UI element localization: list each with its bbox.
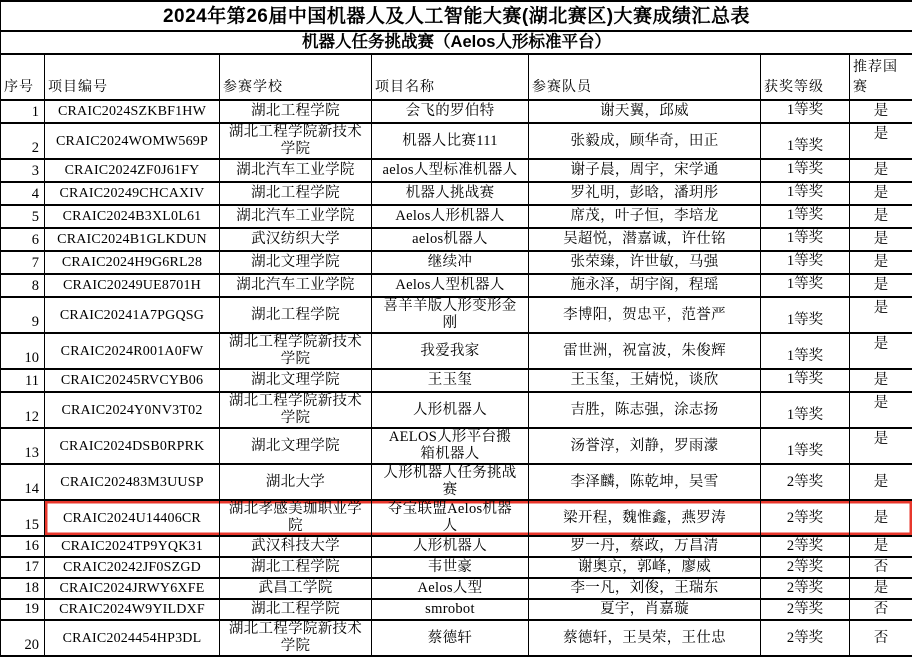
cell-award: 1等奖 — [761, 182, 850, 205]
cell-award: 2等奖 — [761, 578, 850, 599]
cell-members: 吴超悦，潜嘉诚，许仕铭 — [529, 228, 761, 251]
cell-project: 王玉玺 — [372, 369, 529, 392]
cell-school: 湖北孝感美珈职业学院 — [220, 500, 372, 536]
cell-project: 韦世豪 — [372, 557, 529, 578]
table-row — [1, 428, 912, 464]
cell-serial: 7 — [1, 251, 45, 274]
cell-national: 是 — [850, 464, 912, 500]
cell-award: 1等奖 — [761, 369, 850, 392]
cell-members: 谢天翼，邱威 — [529, 100, 761, 123]
cell-award: 2等奖 — [761, 620, 850, 656]
cell-award: 1等奖 — [761, 228, 850, 251]
cell-code: CRAIC20249UE8701H — [45, 274, 220, 297]
cell-national: 是 — [850, 500, 912, 536]
column-header-members: 参赛队员 — [529, 54, 761, 100]
cell-award: 1等奖 — [761, 274, 850, 297]
table-row — [1, 464, 912, 500]
cell-national: 是 — [850, 428, 912, 464]
cell-school: 湖北工程学院新技术学院 — [220, 123, 372, 159]
cell-award: 1等奖 — [761, 123, 850, 159]
cell-school: 湖北汽车工业学院 — [220, 205, 372, 228]
cell-national: 是 — [850, 251, 912, 274]
cell-serial: 5 — [1, 205, 45, 228]
cell-national: 是 — [850, 536, 912, 557]
page-title: 2024年第26届中国机器人及人工智能大赛(湖北赛区)大赛成绩汇总表 — [1, 1, 912, 31]
table-row — [1, 182, 912, 205]
cell-members: 张荣臻，许世敏，马强 — [529, 251, 761, 274]
cell-national: 是 — [850, 392, 912, 428]
cell-code: CRAIC20242JF0SZGD — [45, 557, 220, 578]
cell-project: AELOS人形平台搬箱机器人 — [372, 428, 529, 464]
cell-members: 王玉玺，王婧悦，谈欣 — [529, 369, 761, 392]
cell-project: 机器人比赛111 — [372, 123, 529, 159]
cell-members: 席茂，叶子恒，李培龙 — [529, 205, 761, 228]
table-row — [1, 251, 912, 274]
table-row — [1, 123, 912, 159]
highlighted-table-row — [1, 500, 912, 536]
cell-code: CRAIC20241A7PGQSG — [45, 297, 220, 333]
cell-code: CRAIC2024H9G6RL28 — [45, 251, 220, 274]
cell-serial: 10 — [1, 333, 45, 369]
cell-school: 湖北工程学院新技术学院 — [220, 620, 372, 656]
cell-project: Aelos人形机器人 — [372, 205, 529, 228]
cell-school: 湖北汽车工业学院 — [220, 159, 372, 182]
results-table-body — [1, 100, 912, 656]
cell-school: 湖北工程学院 — [220, 557, 372, 578]
cell-award: 1等奖 — [761, 297, 850, 333]
cell-serial: 2 — [1, 123, 45, 159]
cell-national: 否 — [850, 557, 912, 578]
column-header-serial: 序号 — [1, 54, 45, 100]
cell-code: CRAIC2024SZKBF1HW — [45, 100, 220, 123]
cell-members: 汤誉淳，刘静，罗雨濛 — [529, 428, 761, 464]
table-row — [1, 620, 912, 656]
page-subtitle: 机器人任务挑战赛（Aelos人形标准平台） — [1, 31, 912, 54]
cell-code: CRAIC2024454HP3DL — [45, 620, 220, 656]
cell-project: 夺宝联盟Aelos机器人 — [372, 500, 529, 536]
cell-members: 罗礼明，彭晗，潘玥彤 — [529, 182, 761, 205]
cell-award: 2等奖 — [761, 557, 850, 578]
cell-school: 湖北工程学院新技术学院 — [220, 333, 372, 369]
cell-national: 是 — [850, 123, 912, 159]
cell-members: 李泽麟，陈乾坤，吴雪 — [529, 464, 761, 500]
column-header-code: 项目编号 — [45, 54, 220, 100]
cell-members: 蔡德轩，王昊荣，王仕忠 — [529, 620, 761, 656]
cell-members: 吉胜，陈志强，涂志扬 — [529, 392, 761, 428]
cell-school: 武汉纺织大学 — [220, 228, 372, 251]
cell-project: 人形机器人 — [372, 536, 529, 557]
cell-school: 湖北工程学院 — [220, 100, 372, 123]
cell-serial: 4 — [1, 182, 45, 205]
cell-project: smrobot — [372, 599, 529, 620]
cell-serial: 12 — [1, 392, 45, 428]
table-row — [1, 333, 912, 369]
table-row — [1, 100, 912, 123]
cell-national: 否 — [850, 599, 912, 620]
cell-serial: 20 — [1, 620, 45, 656]
table-row — [1, 297, 912, 333]
cell-serial: 11 — [1, 369, 45, 392]
table-row — [1, 557, 912, 578]
cell-code: CRAIC20249CHCAXIV — [45, 182, 220, 205]
cell-national: 否 — [850, 620, 912, 656]
cell-serial: 14 — [1, 464, 45, 500]
cell-code: CRAIC2024B3XL0L61 — [45, 205, 220, 228]
cell-serial: 17 — [1, 557, 45, 578]
cell-members: 李博阳，贺忠平，范誉严 — [529, 297, 761, 333]
cell-serial: 8 — [1, 274, 45, 297]
cell-project: aelos机器人 — [372, 228, 529, 251]
cell-school: 湖北工程学院 — [220, 182, 372, 205]
cell-serial: 16 — [1, 536, 45, 557]
cell-project: 人形机器人 — [372, 392, 529, 428]
cell-school: 湖北工程学院 — [220, 599, 372, 620]
cell-award: 1等奖 — [761, 251, 850, 274]
cell-members: 张毅成，顾华奇，田正 — [529, 123, 761, 159]
cell-award: 2等奖 — [761, 500, 850, 536]
cell-award: 1等奖 — [761, 100, 850, 123]
cell-serial: 18 — [1, 578, 45, 599]
table-row — [1, 369, 912, 392]
table-row — [1, 205, 912, 228]
table-row — [1, 536, 912, 557]
cell-code: CRAIC2024ZF0J61FY — [45, 159, 220, 182]
cell-national: 是 — [850, 297, 912, 333]
cell-project: 继续冲 — [372, 251, 529, 274]
cell-award: 1等奖 — [761, 428, 850, 464]
table-row — [1, 159, 912, 182]
cell-national: 是 — [850, 100, 912, 123]
cell-national: 是 — [850, 159, 912, 182]
cell-school: 湖北文理学院 — [220, 251, 372, 274]
cell-award: 2等奖 — [761, 536, 850, 557]
cell-national: 是 — [850, 369, 912, 392]
cell-code: CRAIC2024B1GLKDUN — [45, 228, 220, 251]
cell-members: 雷世洲，祝富波，朱俊辉 — [529, 333, 761, 369]
cell-school: 武昌工学院 — [220, 578, 372, 599]
cell-code: CRAIC2024JRWY6XFE — [45, 578, 220, 599]
cell-members: 罗一丹，蔡政，万昌清 — [529, 536, 761, 557]
table-row — [1, 578, 912, 599]
cell-project: Aelos人型机器人 — [372, 274, 529, 297]
cell-award: 1等奖 — [761, 392, 850, 428]
table-row — [1, 392, 912, 428]
cell-award: 1等奖 — [761, 333, 850, 369]
cell-code: CRAIC2024TP9YQK31 — [45, 536, 220, 557]
cell-project: 喜羊羊版人形变形金刚 — [372, 297, 529, 333]
cell-serial: 1 — [1, 100, 45, 123]
cell-code: CRAIC2024R001A0FW — [45, 333, 220, 369]
column-header-project: 项目名称 — [372, 54, 529, 100]
cell-serial: 13 — [1, 428, 45, 464]
cell-school: 湖北大学 — [220, 464, 372, 500]
cell-national: 是 — [850, 274, 912, 297]
cell-school: 武汉科技大学 — [220, 536, 372, 557]
cell-members: 梁开程，魏惟鑫，燕罗涛 — [529, 500, 761, 536]
cell-code: CRAIC2024U14406CR — [45, 500, 220, 536]
cell-award: 2等奖 — [761, 464, 850, 500]
subtitle-row — [1, 31, 912, 54]
cell-members: 李一凡，刘俊，王瑞东 — [529, 578, 761, 599]
cell-code: CRAIC2024Y0NV3T02 — [45, 392, 220, 428]
table-row — [1, 228, 912, 251]
cell-project: 人形机器人任务挑战赛 — [372, 464, 529, 500]
column-header-award: 获奖等级 — [761, 54, 850, 100]
cell-award: 2等奖 — [761, 599, 850, 620]
cell-code: CRAIC202483M3UUSP — [45, 464, 220, 500]
cell-national: 是 — [850, 228, 912, 251]
cell-project: aelos人型标准机器人 — [372, 159, 529, 182]
cell-school: 湖北文理学院 — [220, 369, 372, 392]
cell-code: CRAIC20245RVCYB06 — [45, 369, 220, 392]
cell-school: 湖北汽车工业学院 — [220, 274, 372, 297]
cell-serial: 3 — [1, 159, 45, 182]
cell-school: 湖北工程学院 — [220, 297, 372, 333]
cell-school: 湖北文理学院 — [220, 428, 372, 464]
cell-award: 1等奖 — [761, 159, 850, 182]
cell-national: 是 — [850, 182, 912, 205]
cell-members: 谢子晨，周宇，宋学通 — [529, 159, 761, 182]
cell-project: 蔡德轩 — [372, 620, 529, 656]
cell-members: 谢奥京，郭峰，廖威 — [529, 557, 761, 578]
cell-members: 施永泽，胡宇阁，程瑶 — [529, 274, 761, 297]
cell-code: CRAIC2024DSB0RPRK — [45, 428, 220, 464]
cell-project: 机器人挑战赛 — [372, 182, 529, 205]
table-header-row — [1, 54, 912, 100]
column-header-national: 推荐国赛 — [850, 54, 912, 100]
table-row — [1, 599, 912, 620]
cell-national: 是 — [850, 578, 912, 599]
table-row — [1, 274, 912, 297]
cell-serial: 6 — [1, 228, 45, 251]
cell-serial: 19 — [1, 599, 45, 620]
cell-code: CRAIC2024W9YILDXF — [45, 599, 220, 620]
cell-national: 是 — [850, 333, 912, 369]
cell-members: 夏宇，肖嘉璇 — [529, 599, 761, 620]
cell-code: CRAIC2024WOMW569P — [45, 123, 220, 159]
cell-award: 1等奖 — [761, 205, 850, 228]
cell-project: Aelos人型 — [372, 578, 529, 599]
cell-project: 我爱我家 — [372, 333, 529, 369]
column-header-school: 参赛学校 — [220, 54, 372, 100]
cell-school: 湖北工程学院新技术学院 — [220, 392, 372, 428]
cell-project: 会飞的罗伯特 — [372, 100, 529, 123]
title-row — [1, 1, 912, 31]
cell-national: 是 — [850, 205, 912, 228]
cell-serial: 15 — [1, 500, 45, 536]
cell-serial: 9 — [1, 297, 45, 333]
